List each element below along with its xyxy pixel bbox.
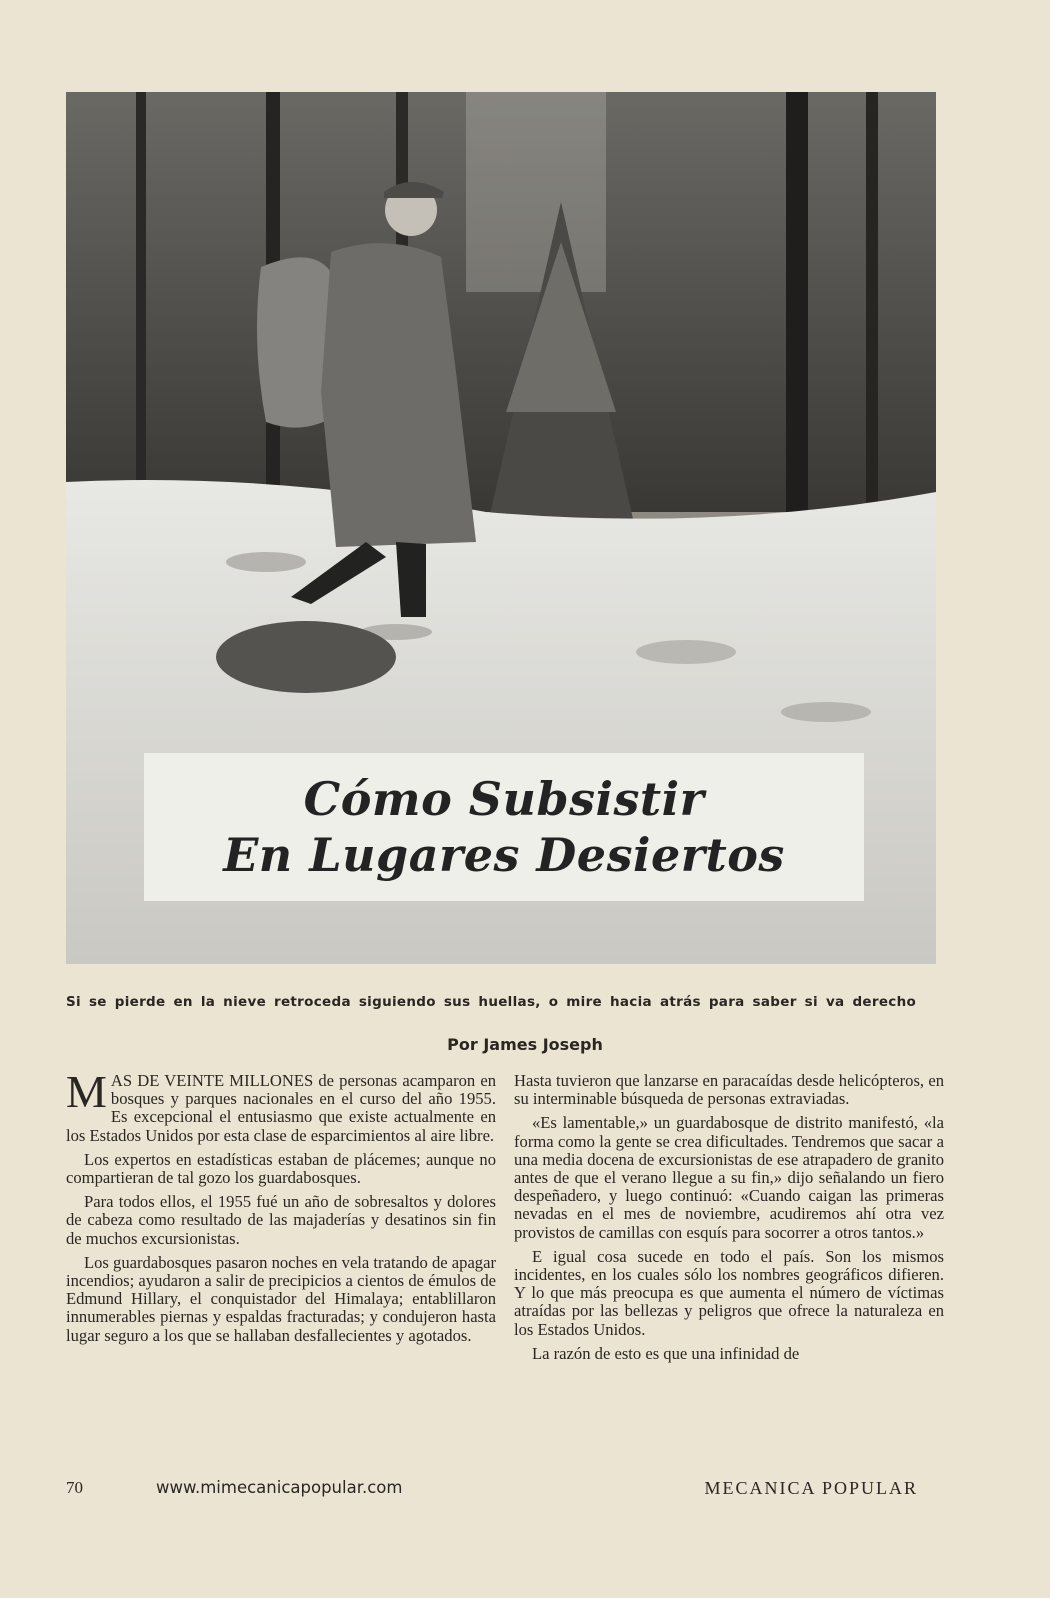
page-number: 70	[66, 1478, 83, 1497]
title-box	[144, 753, 864, 901]
paragraph: E igual cosa sucede en todo el país. Son los mismos incidentes, en los cuales sólo los nombres geográficos difieren. Y lo que más preocupa es que aumenta el número de víctimas atraídas por las bellezas y peligros que ofrece la naturaleza en los Estados Unidos.	[514, 1246, 944, 1339]
paragraph: Los guardabosques pasaron noches en vela tratando de apagar incendios; ayudaron a salir de precipicios a cientos de émulos de Edmund Hillary, el conquistador del Himalaya; entablillaron innumerables piernas y espaldas fracturadas; y condujeron hasta lugar seguro a los que se hallaban desfallecientes y agotados.	[66, 1252, 496, 1345]
paragraph: Para todos ellos, el 1955 fué un año de sobresaltos y dolores de cabeza como resultado de las majaderías y desatinos sin fin de muchos excursionistas.	[66, 1192, 496, 1248]
paragraph: Los expertos en estadísticas estaban de plácemes; aunque no compartieran de tal gozo los guardabosques.	[66, 1149, 496, 1188]
page-footer	[0, 1478, 1050, 1504]
paragraph: La razón de esto es que una infinidad de	[532, 1343, 800, 1363]
byline: Por James Joseph	[447, 1035, 603, 1054]
magazine-name: MECANICA POPULAR	[704, 1478, 918, 1498]
left-column	[66, 1066, 497, 1351]
paragraph-text: de personas acamparon en bosques y parques nacionales en el curso del año 1955. Es excepcional el entusiasmo que existe actualmente en los Estados Unidos por esta clase de esparcimientos al aire libre.	[66, 1071, 497, 1145]
photo-caption: Si se pierde en la nieve retroceda siguiendo sus huellas, o mire hacia atrás para saber si va derecho	[66, 994, 917, 1010]
paragraph: Hasta tuvieron que lanzarse en paracaídas desde helicópteros, en su interminable búsqueda de personas extraviadas.	[514, 1071, 944, 1109]
right-column	[514, 1072, 944, 1369]
website-link[interactable]: www.mimecanicapopular.com	[156, 1478, 403, 1497]
article-title-line-1: Cómo Subsistir	[303, 772, 705, 826]
drop-cap: M	[66, 1066, 107, 1117]
paragraph	[66, 1066, 497, 1145]
paragraph: «Es lamentable,» un guardabosque de distrito manifestó, «la forma como la gente se crea dificultades. Tendremos que sacar a una media docena de excursionistas de ese atrapadero de granito antes de que el verano llegue a su fin,» dijo señalando un fiero despeñadero, y luego continuó: «Cuando caigan las primeras nevadas en el mes de noviembre, acudiremos ahí otra vez provistos de camillas con esquís para socorrer a otros tantos.»	[514, 1113, 944, 1242]
lead-in: AS DE VEINTE MILLONES	[110, 1071, 314, 1090]
article-title-line-2: En Lugares Desiertos	[223, 828, 785, 882]
